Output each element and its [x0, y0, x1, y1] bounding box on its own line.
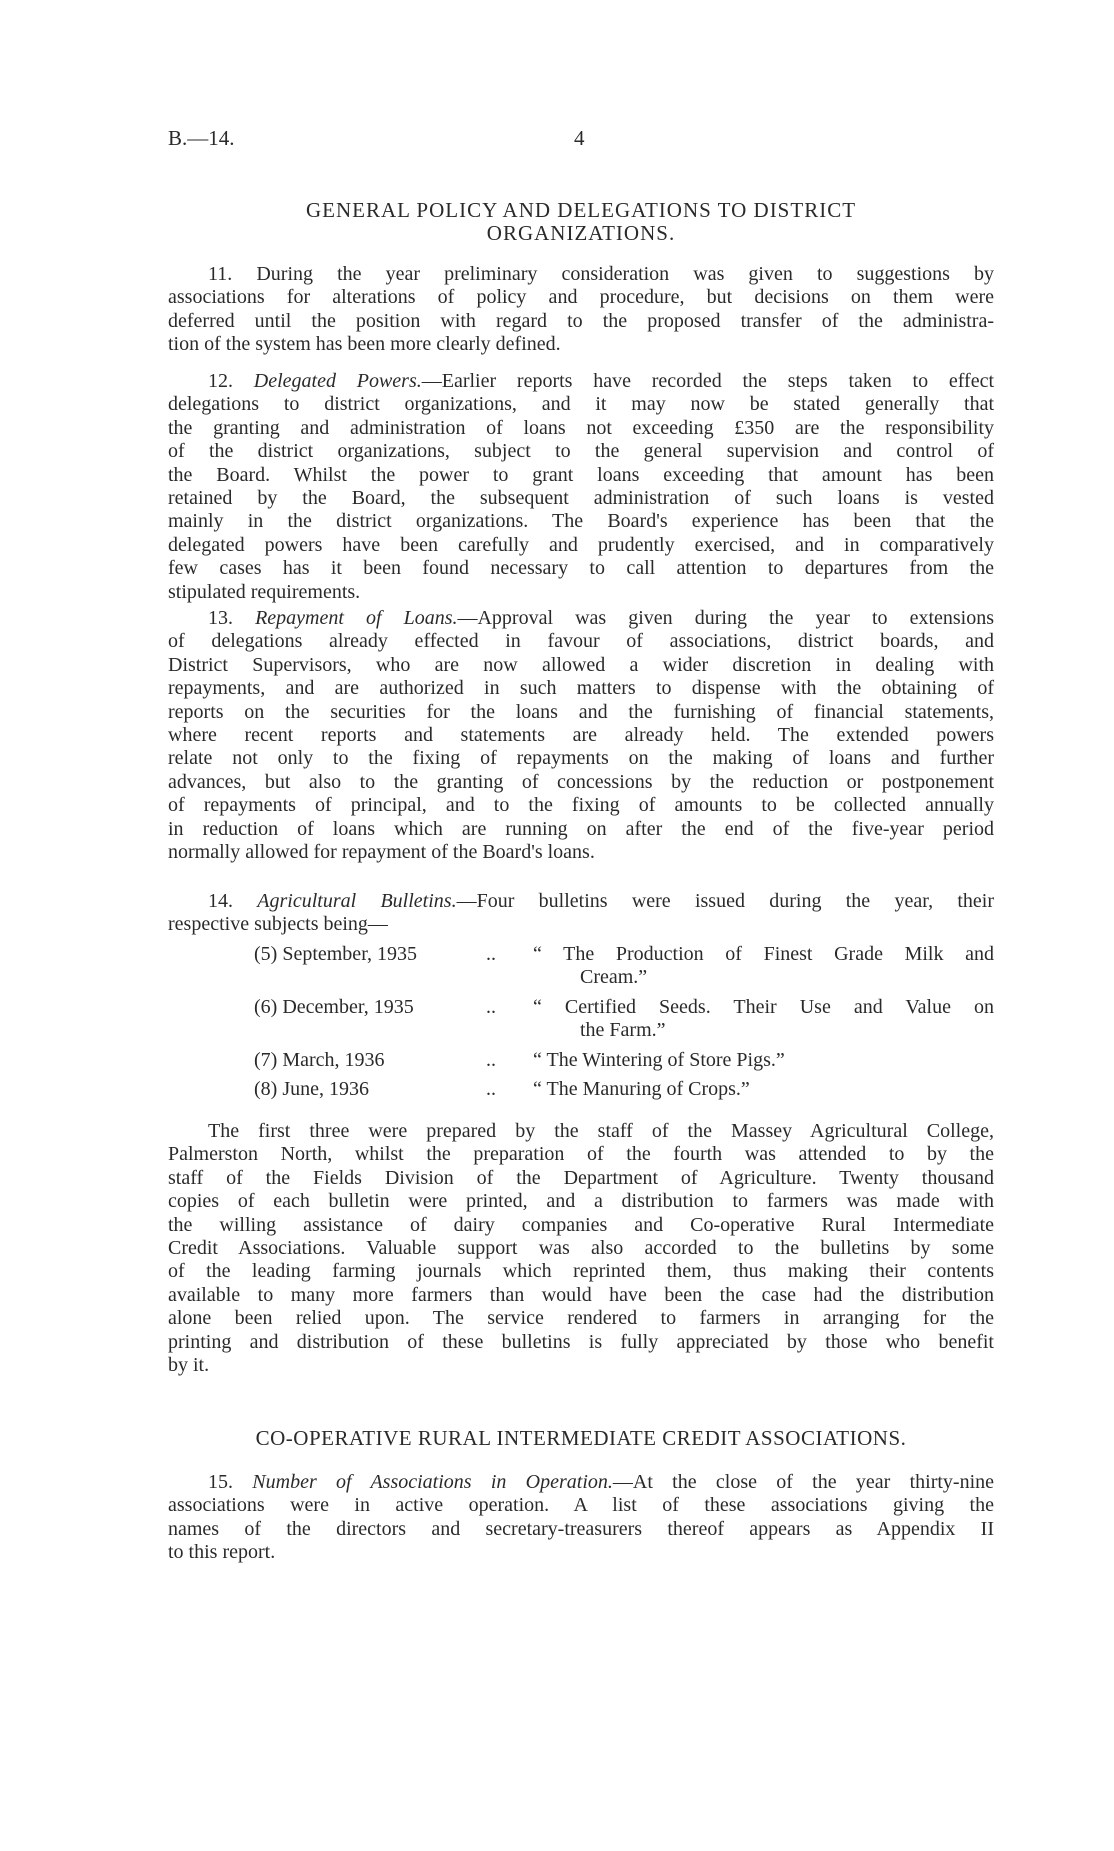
line-text: The first three were prepared by the staff of the Massey Agricultural College, [208, 1120, 994, 1142]
bulletin-date: (8) June, 1936 [254, 1078, 369, 1100]
line-text: —Four bulletins were issued during the year, their [456, 890, 995, 912]
text-line [168, 654, 994, 677]
paragraph-number: 15. [208, 1471, 233, 1493]
line-text: During the year preliminary consideration was given to suggestions by [232, 263, 994, 285]
section-heading-general-policy [168, 199, 994, 245]
paragraph-bulletin-distribution [168, 1120, 994, 1377]
bulletin-title: “ The Production of Finest Grade Milk and [533, 943, 994, 965]
text-line [168, 607, 994, 630]
text-line [168, 534, 994, 557]
line-text: where recent reports and statements are already held. The extended powers [168, 724, 994, 747]
line-text: Palmerston North, whilst the preparation of the fourth was attended to by the [168, 1143, 994, 1166]
line-text: advances, but also to the granting of concessions by the reduction or postponement [168, 770, 994, 793]
line-text: of repayments of principal, and to the fixing of amounts to be collected annually [168, 794, 994, 817]
leader-dots: .. [486, 943, 496, 965]
text-line [168, 724, 994, 747]
line-text: —Earlier reports have recorded the steps taken to effect [421, 370, 995, 392]
line-text: reports on the securities for the loans and the furnishing of financial statements, [168, 700, 994, 723]
line-text: Credit Associations. Valuable support was also accorded to the bulletins by some [168, 1237, 994, 1260]
text-line [168, 1284, 994, 1307]
paragraph-number: 13. [208, 607, 233, 629]
text-line [168, 263, 994, 286]
paragraph-number: 12. [208, 370, 233, 392]
text-line [168, 557, 994, 580]
text-line [168, 333, 994, 356]
text-line [168, 440, 994, 463]
line-text: delegations to district organizations, and it may now be stated generally that [168, 393, 994, 416]
text-line [168, 370, 994, 393]
bulletin-title: “ The Manuring of Crops.” [533, 1078, 750, 1100]
page-number: 4 [574, 126, 585, 150]
run-in-heading: Agricultural Bulletins. [257, 890, 457, 912]
leader-dots: .. [486, 1049, 496, 1071]
paragraph-15-number-of-associations [168, 1471, 994, 1565]
run-in-heading: Repayment of Loans. [255, 607, 458, 629]
line-text: normally allowed for repayment of the Board's loans. [168, 841, 595, 864]
bulletin-date: (5) September, 1935 [254, 943, 418, 965]
text-line [168, 286, 994, 309]
text-line [168, 771, 994, 794]
line-text: available to many more farmers than would have been the case had the distribution [168, 1283, 994, 1306]
text-line [168, 677, 994, 700]
paragraph-11 [168, 263, 994, 357]
text-line [168, 393, 994, 416]
text-line [168, 913, 994, 936]
line-text: names of the directors and secretary-treasurers thereof appears as Appendix II [168, 1517, 994, 1540]
bulletin-date: (7) March, 1936 [254, 1049, 385, 1071]
bulletin-title-continued: the Farm.” [580, 1019, 666, 1041]
text-line [168, 1354, 994, 1377]
line-text: staff of the Fields Division of the Department of Agriculture. Twenty thousand [168, 1166, 994, 1189]
text-line [168, 310, 994, 333]
line-text: in reduction of loans which are running on after the end of the five-year period [168, 817, 994, 840]
line-text: tion of the system has been more clearly defined. [168, 333, 561, 356]
text-line [168, 1307, 994, 1330]
paragraph-13-repayment-of-loans [168, 607, 994, 864]
line-text: repayments, and are authorized in such matters to dispense with the obtaining of [168, 677, 994, 700]
bulletin-title: “ Certified Seeds. Their Use and Value on [533, 996, 994, 1018]
line-text: printing and distribution of these bulletins is fully appreciated by those who benefit [168, 1330, 994, 1353]
paragraph-number: 14. [208, 890, 233, 912]
line-text: District Supervisors, who are now allowed a wider discretion in dealing with [168, 653, 994, 676]
text-line [168, 890, 994, 913]
text-line [168, 417, 994, 440]
line-text: associations were in active operation. A list of these associations giving the [168, 1494, 994, 1517]
run-in-heading: Number of Associations in Operation. [252, 1471, 613, 1493]
text-line [168, 1494, 994, 1517]
line-text: —Approval was given during the year to extensions [457, 607, 994, 629]
text-line [168, 1541, 994, 1564]
run-in-heading: Delegated Powers. [253, 370, 422, 392]
bulletin-date: (6) December, 1935 [254, 996, 414, 1018]
text-line [168, 630, 994, 653]
text-line [168, 1260, 994, 1283]
line-text: associations for alterations of policy and procedure, but decisions on them were [168, 286, 994, 309]
text-line [168, 841, 994, 864]
text-line [168, 1167, 994, 1190]
heading-line: GENERAL POLICY AND DELEGATIONS TO DISTRICT [305, 198, 857, 222]
report-reference: B.—14. [168, 126, 235, 150]
line-text: stipulated requirements. [168, 580, 361, 603]
text-line [168, 701, 994, 724]
text-line [168, 1143, 994, 1166]
bulletin-item [254, 996, 994, 1042]
line-text: the granting and administration of loans not exceeding £350 are the responsibility [168, 416, 994, 439]
line-text: copies of each bulletin were printed, and a distribution to farmers was made with [168, 1190, 994, 1213]
line-text: few cases has it been found necessary to call attention to departures from the [168, 557, 994, 580]
text-line [168, 487, 994, 510]
text-line [168, 747, 994, 770]
text-line [168, 1331, 994, 1354]
line-text: relate not only to the fixing of repayments on the making of loans and further [168, 747, 994, 770]
line-text: alone been relied upon. The service rendered to farmers in arranging for the [168, 1307, 994, 1330]
line-text: —At the close of the year thirty-nine [612, 1471, 995, 1493]
text-line [168, 510, 994, 533]
text-line [168, 1214, 994, 1237]
line-text: of the leading farming journals which reprinted them, thus making their contents [168, 1260, 994, 1283]
text-line [168, 794, 994, 817]
paragraph-number: 11. [208, 263, 233, 285]
text-line [168, 1190, 994, 1213]
line-text: retained by the Board, the subsequent administration of such loans is vested [168, 487, 994, 510]
text-line [168, 818, 994, 841]
leader-dots: .. [486, 1078, 496, 1100]
line-text: deferred until the position with regard to the proposed transfer of the administra- [168, 309, 994, 332]
leader-dots: .. [486, 996, 496, 1018]
text-line [168, 581, 994, 604]
text-line [168, 1120, 994, 1143]
bulletin-item [254, 943, 994, 989]
line-text: by it. [168, 1354, 210, 1377]
line-text: the willing assistance of dairy companies and Co-operative Rural Intermediate [168, 1213, 994, 1236]
text-line [168, 1471, 994, 1494]
line-text: to this report. [168, 1541, 276, 1564]
section-heading-credit-associations: CO-OPERATIVE RURAL INTERMEDIATE CREDIT ASSOCIATIONS. [255, 1426, 907, 1450]
bulletin-item [254, 1049, 994, 1072]
paragraph-12-delegated-powers [168, 370, 994, 604]
text-line [168, 464, 994, 487]
line-text: delegated powers have been carefully and prudently exercised, and in comparatively [168, 533, 994, 556]
line-text: of delegations already effected in favour of associations, district boards, and [168, 630, 994, 653]
line-text: respective subjects being— [168, 913, 388, 936]
bulletin-title-continued: Cream.” [580, 966, 648, 988]
heading-line: ORGANIZATIONS. [486, 221, 676, 245]
bulletin-item [254, 1078, 994, 1101]
line-text: the Board. Whilst the power to grant loans exceeding that amount has been [168, 463, 994, 486]
line-text: mainly in the district organizations. The Board's experience has been that the [168, 510, 994, 533]
text-line [168, 1518, 994, 1541]
paragraph-14-agricultural-bulletins [168, 890, 994, 937]
text-line [168, 1237, 994, 1260]
bulletin-title: “ The Wintering of Store Pigs.” [533, 1049, 785, 1071]
line-text: of the district organizations, subject to the general supervision and control of [168, 440, 994, 463]
